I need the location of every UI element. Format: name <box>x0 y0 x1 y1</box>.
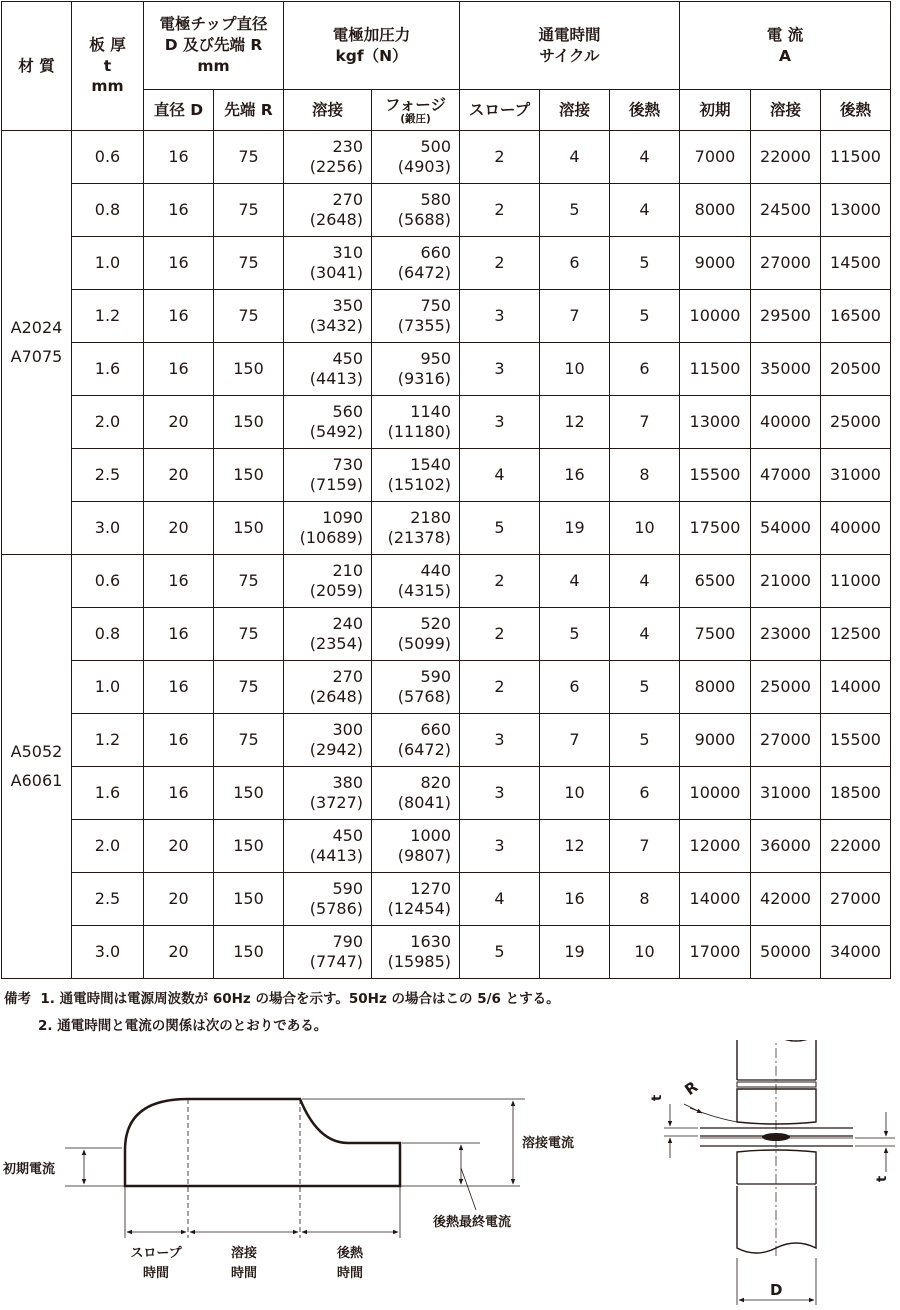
current-weld-cell: 27000 <box>751 714 821 767</box>
thickness-cell: 1.6 <box>72 767 144 820</box>
thickness-cell: 3.0 <box>72 502 144 555</box>
label-t-lower: t <box>875 1175 890 1182</box>
tip-radius-cell: 75 <box>214 184 284 237</box>
force-weld-cell: 310 (3041) <box>284 237 372 290</box>
thickness-cell: 2.5 <box>72 449 144 502</box>
time-weld-cell: 12 <box>540 820 610 873</box>
table-row <box>2 926 891 979</box>
thickness-cell: 2.0 <box>72 396 144 449</box>
current-post-cell: 12500 <box>821 608 891 661</box>
diagrams <box>0 1040 900 1310</box>
thickness-cell: 0.8 <box>72 608 144 661</box>
table-row <box>2 131 891 184</box>
time-slope-cell: 4 <box>460 873 540 926</box>
time-post-cell: 10 <box>610 502 680 555</box>
thickness-cell: 1.2 <box>72 714 144 767</box>
force-forge-cell: 1270 (12454) <box>372 873 460 926</box>
table-row <box>2 820 891 873</box>
tip-radius-cell: 75 <box>214 661 284 714</box>
label-post-time-1: 後熱 <box>336 1246 364 1261</box>
header-force: 電極加圧力 kgf（N） <box>284 2 460 90</box>
time-post-cell: 7 <box>610 396 680 449</box>
current-weld-cell: 22000 <box>751 131 821 184</box>
header-time-slope: スロープ <box>460 90 540 131</box>
material-cell: A5052 A6061 <box>2 555 72 979</box>
time-slope-cell: 5 <box>460 502 540 555</box>
tip-diameter-cell: 16 <box>144 237 214 290</box>
time-weld-cell: 5 <box>540 608 610 661</box>
table-row <box>2 290 891 343</box>
tip-radius-cell: 75 <box>214 555 284 608</box>
tip-radius-cell: 75 <box>214 714 284 767</box>
upper-electrode <box>737 1040 816 1080</box>
current-post-cell: 25000 <box>821 396 891 449</box>
header-current-initial: 初期 <box>680 90 751 131</box>
time-post-cell: 6 <box>610 343 680 396</box>
label-weld-current: 溶接電流 <box>522 1136 575 1151</box>
time-post-cell: 6 <box>610 767 680 820</box>
time-weld-cell: 12 <box>540 396 610 449</box>
table-row <box>2 396 891 449</box>
electrode-diagram <box>650 1040 895 1305</box>
current-post-cell: 27000 <box>821 873 891 926</box>
tip-radius-cell: 150 <box>214 502 284 555</box>
time-weld-cell: 7 <box>540 714 610 767</box>
tip-diameter-cell: 16 <box>144 661 214 714</box>
time-post-cell: 5 <box>610 661 680 714</box>
tip-radius-cell: 150 <box>214 396 284 449</box>
time-post-cell: 10 <box>610 926 680 979</box>
thickness-cell: 1.0 <box>72 237 144 290</box>
current-weld-cell: 35000 <box>751 343 821 396</box>
header-current: 電 流 A <box>680 2 891 90</box>
label-post-time-2: 時間 <box>336 1266 364 1281</box>
current-weld-cell: 50000 <box>751 926 821 979</box>
notes <box>4 986 560 1040</box>
tip-diameter-cell: 20 <box>144 926 214 979</box>
force-forge-cell: 520 (5099) <box>372 608 460 661</box>
current-initial-cell: 7500 <box>680 608 751 661</box>
header-time-weld: 溶接 <box>540 90 610 131</box>
current-weld-cell: 40000 <box>751 396 821 449</box>
time-weld-cell: 19 <box>540 926 610 979</box>
current-weld-cell: 54000 <box>751 502 821 555</box>
force-forge-cell: 820 (8041) <box>372 767 460 820</box>
tip-radius-cell: 150 <box>214 767 284 820</box>
time-post-cell: 4 <box>610 555 680 608</box>
time-slope-cell: 3 <box>460 714 540 767</box>
time-slope-cell: 3 <box>460 343 540 396</box>
header-tip: 電極チップ直径 D 及び先端 R mm <box>144 2 284 90</box>
tip-diameter-cell: 20 <box>144 502 214 555</box>
current-post-cell: 16500 <box>821 290 891 343</box>
tip-diameter-cell: 16 <box>144 767 214 820</box>
current-weld-cell: 24500 <box>751 184 821 237</box>
time-slope-cell: 2 <box>460 608 540 661</box>
lower-electrode <box>737 1150 816 1184</box>
force-forge-cell: 440 (4315) <box>372 555 460 608</box>
header-force-forge: フォージ (鍛圧) <box>372 90 460 131</box>
current-initial-cell: 10000 <box>680 767 751 820</box>
force-forge-cell: 750 (7355) <box>372 290 460 343</box>
current-post-cell: 14500 <box>821 237 891 290</box>
time-slope-cell: 2 <box>460 555 540 608</box>
tip-diameter-cell: 20 <box>144 396 214 449</box>
current-initial-cell: 11500 <box>680 343 751 396</box>
tip-diameter-cell: 20 <box>144 449 214 502</box>
time-slope-cell: 2 <box>460 661 540 714</box>
header-thickness: 板 厚 t mm <box>72 2 144 131</box>
thickness-cell: 1.0 <box>72 661 144 714</box>
current-post-cell: 11500 <box>821 131 891 184</box>
header-time-post: 後熱 <box>610 90 680 131</box>
force-weld-cell: 790 (7747) <box>284 926 372 979</box>
current-post-cell: 14000 <box>821 661 891 714</box>
force-weld-cell: 270 (2648) <box>284 184 372 237</box>
time-weld-cell: 4 <box>540 555 610 608</box>
tip-radius-cell: 75 <box>214 237 284 290</box>
label-d: D <box>770 1281 783 1299</box>
current-initial-cell: 12000 <box>680 820 751 873</box>
time-post-cell: 8 <box>610 449 680 502</box>
table-row <box>2 714 891 767</box>
table-row <box>2 555 891 608</box>
current-weld-cell: 29500 <box>751 290 821 343</box>
current-initial-cell: 8000 <box>680 184 751 237</box>
header-force-weld: 溶接 <box>284 90 372 131</box>
material-cell: A2024 A7075 <box>2 131 72 555</box>
current-post-cell: 11000 <box>821 555 891 608</box>
force-forge-cell: 1630 (15985) <box>372 926 460 979</box>
tip-diameter-cell: 16 <box>144 714 214 767</box>
label-slope-time-1: スロープ <box>130 1246 182 1261</box>
force-forge-cell: 660 (6472) <box>372 237 460 290</box>
current-weld-cell: 21000 <box>751 555 821 608</box>
tip-radius-cell: 150 <box>214 820 284 873</box>
time-post-cell: 4 <box>610 608 680 661</box>
time-weld-cell: 19 <box>540 502 610 555</box>
force-weld-cell: 450 (4413) <box>284 343 372 396</box>
current-post-cell: 34000 <box>821 926 891 979</box>
time-weld-cell: 4 <box>540 131 610 184</box>
time-slope-cell: 3 <box>460 767 540 820</box>
current-post-cell: 15500 <box>821 714 891 767</box>
time-slope-cell: 2 <box>460 237 540 290</box>
current-time-diagram <box>2 1099 574 1281</box>
table-row <box>2 661 891 714</box>
tip-radius-cell: 75 <box>214 131 284 184</box>
current-post-cell: 40000 <box>821 502 891 555</box>
force-weld-cell: 730 (7159) <box>284 449 372 502</box>
table-row <box>2 184 891 237</box>
current-waveform <box>125 1099 400 1186</box>
label-initial-current: 初期電流 <box>3 1162 56 1177</box>
force-weld-cell: 590 (5786) <box>284 873 372 926</box>
force-weld-cell: 230 (2256) <box>284 131 372 184</box>
time-post-cell: 7 <box>610 820 680 873</box>
current-post-cell: 31000 <box>821 449 891 502</box>
thickness-cell: 0.6 <box>72 131 144 184</box>
time-slope-cell: 2 <box>460 184 540 237</box>
label-post-final-current: 後熱最終電流 <box>433 1215 512 1230</box>
current-initial-cell: 17500 <box>680 502 751 555</box>
current-post-cell: 22000 <box>821 820 891 873</box>
current-initial-cell: 14000 <box>680 873 751 926</box>
force-forge-cell: 500 (4903) <box>372 131 460 184</box>
current-initial-cell: 17000 <box>680 926 751 979</box>
table-row <box>2 449 891 502</box>
time-slope-cell: 5 <box>460 926 540 979</box>
header-tip-radius: 先端 R <box>214 90 284 131</box>
force-forge-cell: 580 (5688) <box>372 184 460 237</box>
time-weld-cell: 6 <box>540 661 610 714</box>
header-time: 通電時間 サイクル <box>460 2 680 90</box>
table-row <box>2 237 891 290</box>
current-weld-cell: 31000 <box>751 767 821 820</box>
force-weld-cell: 380 (3727) <box>284 767 372 820</box>
tip-diameter-cell: 16 <box>144 290 214 343</box>
header-material: 材 質 <box>2 2 72 131</box>
label-t-upper: t <box>650 1094 665 1101</box>
force-forge-cell: 2180 (21378) <box>372 502 460 555</box>
force-forge-cell: 1140 (11180) <box>372 396 460 449</box>
header-current-post: 後熱 <box>821 90 891 131</box>
force-weld-cell: 350 (3432) <box>284 290 372 343</box>
force-forge-cell: 950 (9316) <box>372 343 460 396</box>
force-weld-cell: 240 (2354) <box>284 608 372 661</box>
time-weld-cell: 16 <box>540 873 610 926</box>
time-weld-cell: 7 <box>540 290 610 343</box>
tip-diameter-cell: 20 <box>144 873 214 926</box>
current-weld-cell: 47000 <box>751 449 821 502</box>
tip-diameter-cell: 16 <box>144 343 214 396</box>
label-weld-time-1: 溶接 <box>230 1246 258 1261</box>
current-initial-cell: 9000 <box>680 237 751 290</box>
table-body <box>2 131 891 979</box>
table-row <box>2 873 891 926</box>
tip-diameter-cell: 16 <box>144 608 214 661</box>
current-initial-cell: 9000 <box>680 714 751 767</box>
thickness-cell: 3.0 <box>72 926 144 979</box>
time-post-cell: 5 <box>610 290 680 343</box>
force-weld-cell: 450 (4413) <box>284 820 372 873</box>
current-post-cell: 20500 <box>821 343 891 396</box>
tip-radius-cell: 150 <box>214 926 284 979</box>
tip-radius-cell: 150 <box>214 343 284 396</box>
time-post-cell: 8 <box>610 873 680 926</box>
note-2: 2. 通電時間と電流の関係は次のとおりである。 <box>38 1018 328 1034</box>
tip-radius-cell: 75 <box>214 290 284 343</box>
tip-diameter-cell: 20 <box>144 820 214 873</box>
current-initial-cell: 15500 <box>680 449 751 502</box>
time-weld-cell: 10 <box>540 767 610 820</box>
current-weld-cell: 27000 <box>751 237 821 290</box>
header-current-weld: 溶接 <box>751 90 821 131</box>
thickness-cell: 0.8 <box>72 184 144 237</box>
tip-radius-cell: 150 <box>214 449 284 502</box>
current-weld-cell: 42000 <box>751 873 821 926</box>
table-row <box>2 608 891 661</box>
thickness-cell: 2.5 <box>72 873 144 926</box>
thickness-cell: 1.6 <box>72 343 144 396</box>
force-weld-cell: 270 (2648) <box>284 661 372 714</box>
time-post-cell: 5 <box>610 237 680 290</box>
current-initial-cell: 8000 <box>680 661 751 714</box>
label-weld-time-2: 時間 <box>230 1266 258 1281</box>
force-forge-cell: 1540 (15102) <box>372 449 460 502</box>
tip-radius-cell: 150 <box>214 873 284 926</box>
force-weld-cell: 560 (5492) <box>284 396 372 449</box>
current-initial-cell: 7000 <box>680 131 751 184</box>
header-tip-diameter: 直径 D <box>144 90 214 131</box>
tip-diameter-cell: 16 <box>144 184 214 237</box>
force-weld-cell: 210 (2059) <box>284 555 372 608</box>
force-weld-cell: 1090 (10689) <box>284 502 372 555</box>
note-1: 備考 1. 通電時間は電源周波数が 60Hz の場合を示す。50Hz の場合はこの 5/6 とする。 <box>4 991 560 1007</box>
tip-diameter-cell: 16 <box>144 555 214 608</box>
current-post-cell: 13000 <box>821 184 891 237</box>
time-post-cell: 4 <box>610 184 680 237</box>
thickness-cell: 2.0 <box>72 820 144 873</box>
current-weld-cell: 23000 <box>751 608 821 661</box>
force-weld-cell: 300 (2942) <box>284 714 372 767</box>
thickness-cell: 1.2 <box>72 290 144 343</box>
force-forge-cell: 660 (6472) <box>372 714 460 767</box>
current-weld-cell: 36000 <box>751 820 821 873</box>
force-forge-cell: 590 (5768) <box>372 661 460 714</box>
time-weld-cell: 5 <box>540 184 610 237</box>
current-post-cell: 18500 <box>821 767 891 820</box>
welding-spec-table <box>1 1 891 979</box>
time-weld-cell: 10 <box>540 343 610 396</box>
current-initial-cell: 10000 <box>680 290 751 343</box>
table-row <box>2 502 891 555</box>
time-slope-cell: 4 <box>460 449 540 502</box>
tip-diameter-cell: 16 <box>144 131 214 184</box>
time-slope-cell: 3 <box>460 820 540 873</box>
time-slope-cell: 2 <box>460 131 540 184</box>
time-slope-cell: 3 <box>460 290 540 343</box>
label-r: R <box>681 1077 702 1099</box>
time-post-cell: 4 <box>610 131 680 184</box>
current-initial-cell: 6500 <box>680 555 751 608</box>
force-forge-cell: 1000 (9807) <box>372 820 460 873</box>
current-initial-cell: 13000 <box>680 396 751 449</box>
time-post-cell: 5 <box>610 714 680 767</box>
time-weld-cell: 16 <box>540 449 610 502</box>
table-row <box>2 767 891 820</box>
time-weld-cell: 6 <box>540 237 610 290</box>
label-slope-time-2: 時間 <box>142 1266 170 1281</box>
current-weld-cell: 25000 <box>751 661 821 714</box>
tip-radius-cell: 75 <box>214 608 284 661</box>
table-row <box>2 343 891 396</box>
time-slope-cell: 3 <box>460 396 540 449</box>
thickness-cell: 0.6 <box>72 555 144 608</box>
